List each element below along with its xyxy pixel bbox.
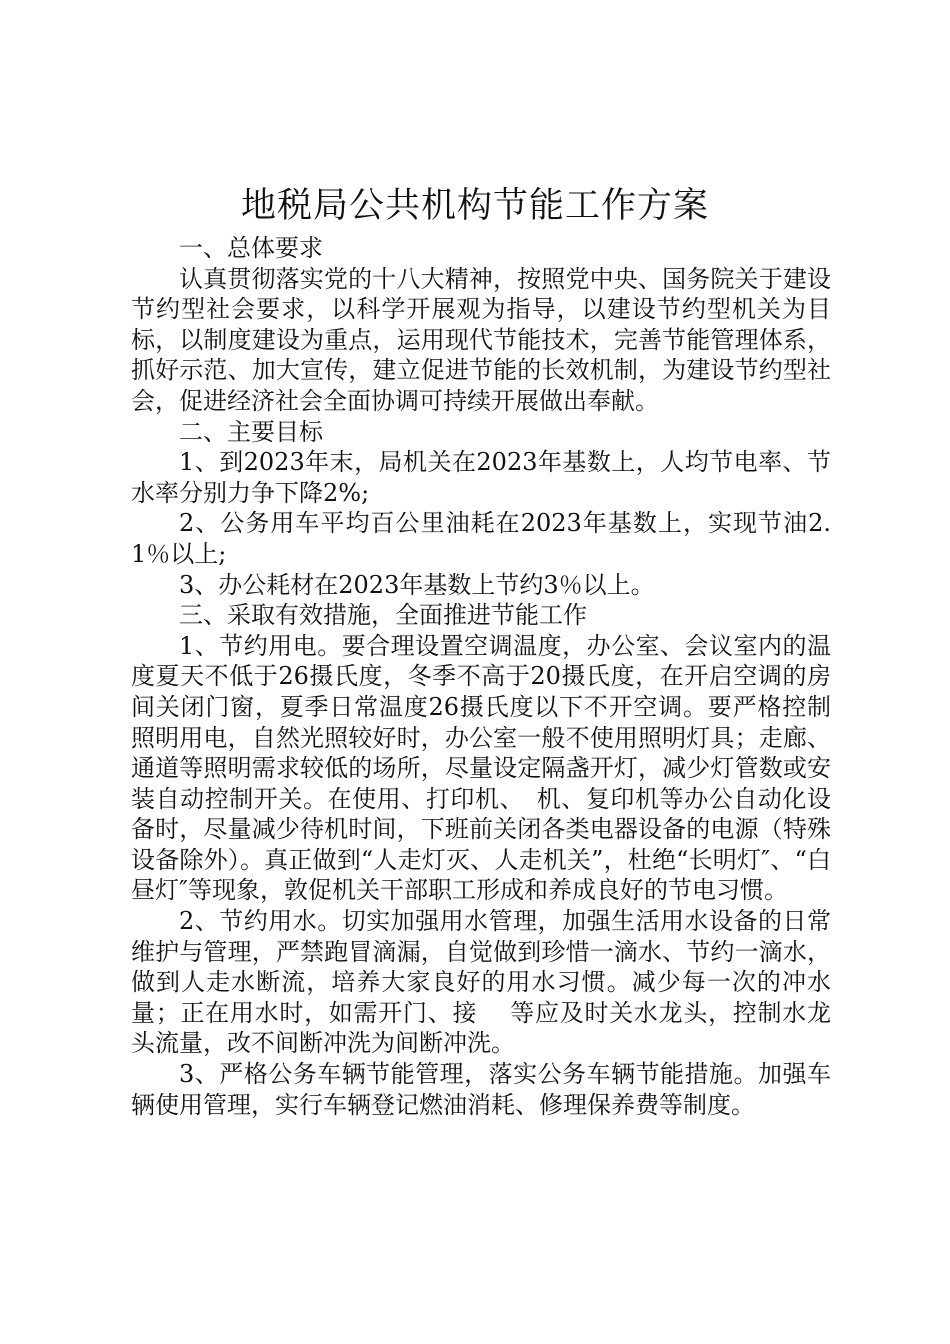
section-heading-general-requirements: 一、总体要求 xyxy=(179,234,323,262)
paragraph-general-requirements: 认真贯彻落实党的十八大精神，按照党中央、国务院关于建设节约型社会要求，以科学开展观为指导，以建设节约型机关为目标，以制度建设为重点，运用现代节能技术，完善节能管理体系，抓好示范、加大宣传，建立促进节能的长效机制，为建设节约型社会，促进经济社会全面协调可持续开展做出奉献。 xyxy=(131,264,831,415)
section-heading-measures: 三、采取有效措施，全面推进节能工作 xyxy=(179,601,587,630)
document-body xyxy=(131,233,831,1120)
goal-item-2: 2、公务用车平均百公里油耗在2023年基数上，实现节油2.1％以上; xyxy=(131,509,831,568)
document-title: 地税局公共机构节能工作方案 xyxy=(240,186,709,226)
measure-vehicles: 3、严格公务车辆节能管理，落实公务车辆节能措施。加强车辆使用管理，实行车辆登记燃油消耗、修理保养费等制度。 xyxy=(131,1060,831,1119)
measure-water: 2、节约用水。切实加强用水管理，加强生活用水设备的日常维护与管理，严禁跑冒滴漏，自觉做到珍惜一滴水、节约一滴水，做到人走水断流，培养大家良好的用水习惯。减少每一次的冲水量；正在用水时，如需开门、接 等应及时关水龙头，控制水龙头流量，改不间断冲洗为间断冲洗。 xyxy=(131,907,831,1058)
goal-item-3: 3、办公耗材在2023年基数上节约3％以上。 xyxy=(179,570,655,599)
measure-electricity: 1、节约用电。要合理设置空调温度，办公室、会议室内的温度夏天不低于26摄氏度，冬季不高于20摄氏度，在开启空调的房间关闭门窗，夏季日常温度26摄氏度以下不开空调。要严格控制照明用电，自然光照较好时，办公室一般不使用照明灯具；走廊、通道等照明需求较低的场所，尽量设定隔盏开灯，减少灯管数或安装自动控制开关。在使用、打印机、 机、复印机等办公自动化设备时，尽量减少待机时间，下班前关闭各类电器设备的电源（特殊设备除外）。真正做到“人走灯灭、人走机关”，杜绝“长明灯″、“白昼灯″等现象，敦促机关干部职工形成和养成良好的节电习惯。 xyxy=(131,631,831,905)
section-heading-main-goals: 二、主要目标 xyxy=(179,417,323,446)
goal-item-1: 1、到2023年末，局机关在2023年基数上，人均节电率、节水率分别力争下降2%; xyxy=(131,448,831,507)
